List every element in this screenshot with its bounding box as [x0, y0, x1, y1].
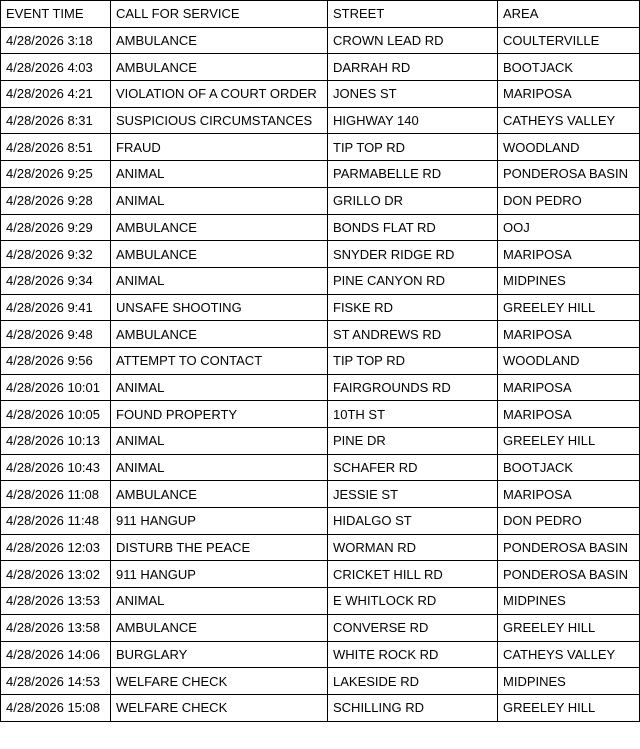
table-row [1, 54, 640, 81]
header-call-for-service: CALL FOR SERVICE [111, 1, 328, 28]
cell-event-time: 4/28/2026 9:41 [1, 294, 111, 321]
cell-event-time: 4/28/2026 12:03 [1, 534, 111, 561]
cell-call-for-service: WELFARE CHECK [111, 694, 328, 721]
cell-call-for-service: DISTURB THE PEACE [111, 534, 328, 561]
cell-area: DON PEDRO [498, 508, 640, 535]
cell-street: TIP TOP RD [328, 134, 498, 161]
table-row [1, 187, 640, 214]
header-row [1, 1, 640, 28]
table-row [1, 481, 640, 508]
cell-street: PINE DR [328, 428, 498, 455]
table-row [1, 588, 640, 615]
cell-street: JONES ST [328, 81, 498, 108]
cell-event-time: 4/28/2026 10:01 [1, 374, 111, 401]
cell-area: GREELEY HILL [498, 614, 640, 641]
cell-call-for-service: BURGLARY [111, 641, 328, 668]
table-body [1, 27, 640, 721]
cell-area: MARIPOSA [498, 374, 640, 401]
cell-call-for-service: 911 HANGUP [111, 561, 328, 588]
cell-call-for-service: ANIMAL [111, 161, 328, 188]
cell-street: 10TH ST [328, 401, 498, 428]
cell-event-time: 4/28/2026 13:02 [1, 561, 111, 588]
cell-call-for-service: AMBULANCE [111, 241, 328, 268]
cell-street: WORMAN RD [328, 534, 498, 561]
cell-event-time: 4/28/2026 11:48 [1, 508, 111, 535]
cell-call-for-service: ANIMAL [111, 588, 328, 615]
cell-area: BOOTJACK [498, 54, 640, 81]
cell-area: CATHEYS VALLEY [498, 641, 640, 668]
cell-area: OOJ [498, 214, 640, 241]
cell-call-for-service: 911 HANGUP [111, 508, 328, 535]
table-row [1, 321, 640, 348]
table-row [1, 668, 640, 695]
cell-call-for-service: AMBULANCE [111, 614, 328, 641]
table-row [1, 294, 640, 321]
cell-street: PARMABELLE RD [328, 161, 498, 188]
cell-event-time: 4/28/2026 10:05 [1, 401, 111, 428]
cell-street: TIP TOP RD [328, 347, 498, 374]
cell-area: MIDPINES [498, 588, 640, 615]
cell-event-time: 4/28/2026 10:43 [1, 454, 111, 481]
cell-event-time: 4/28/2026 3:18 [1, 27, 111, 54]
cell-call-for-service: UNSAFE SHOOTING [111, 294, 328, 321]
cell-street: PINE CANYON RD [328, 267, 498, 294]
cell-street: HIGHWAY 140 [328, 107, 498, 134]
cell-area: MARIPOSA [498, 81, 640, 108]
table-row [1, 214, 640, 241]
cell-call-for-service: ANIMAL [111, 267, 328, 294]
table-row [1, 641, 640, 668]
table-header [1, 1, 640, 28]
cell-area: MARIPOSA [498, 401, 640, 428]
cell-street: SCHAFER RD [328, 454, 498, 481]
cell-street: HIDALGO ST [328, 508, 498, 535]
cell-event-time: 4/28/2026 13:53 [1, 588, 111, 615]
cell-event-time: 4/28/2026 13:58 [1, 614, 111, 641]
cell-call-for-service: SUSPICIOUS CIRCUMSTANCES [111, 107, 328, 134]
table-row [1, 454, 640, 481]
cell-area: PONDEROSA BASIN [498, 161, 640, 188]
cell-street: JESSIE ST [328, 481, 498, 508]
cell-area: PONDEROSA BASIN [498, 534, 640, 561]
table-row [1, 107, 640, 134]
cell-area: MARIPOSA [498, 481, 640, 508]
table-row [1, 694, 640, 721]
cell-area: MARIPOSA [498, 321, 640, 348]
table-row [1, 347, 640, 374]
cell-street: ST ANDREWS RD [328, 321, 498, 348]
cell-event-time: 4/28/2026 9:32 [1, 241, 111, 268]
cell-call-for-service: FRAUD [111, 134, 328, 161]
table-row [1, 134, 640, 161]
header-area: AREA [498, 1, 640, 28]
cell-call-for-service: AMBULANCE [111, 54, 328, 81]
cell-area: CATHEYS VALLEY [498, 107, 640, 134]
cell-street: CROWN LEAD RD [328, 27, 498, 54]
cell-call-for-service: AMBULANCE [111, 214, 328, 241]
cell-street: CRICKET HILL RD [328, 561, 498, 588]
table-row [1, 374, 640, 401]
cell-call-for-service: FOUND PROPERTY [111, 401, 328, 428]
cell-event-time: 4/28/2026 4:21 [1, 81, 111, 108]
cell-area: WOODLAND [498, 134, 640, 161]
table-row [1, 428, 640, 455]
cell-street: GRILLO DR [328, 187, 498, 214]
cell-street: BONDS FLAT RD [328, 214, 498, 241]
cell-event-time: 4/28/2026 8:51 [1, 134, 111, 161]
cell-event-time: 4/28/2026 15:08 [1, 694, 111, 721]
cell-area: GREELEY HILL [498, 294, 640, 321]
cell-area: GREELEY HILL [498, 694, 640, 721]
cell-event-time: 4/28/2026 14:06 [1, 641, 111, 668]
header-street: STREET [328, 1, 498, 28]
cell-street: E WHITLOCK RD [328, 588, 498, 615]
header-event-time: EVENT TIME [1, 1, 111, 28]
cell-call-for-service: AMBULANCE [111, 321, 328, 348]
cell-event-time: 4/28/2026 4:03 [1, 54, 111, 81]
cell-call-for-service: ANIMAL [111, 374, 328, 401]
table-row [1, 161, 640, 188]
cell-event-time: 4/28/2026 9:48 [1, 321, 111, 348]
cell-street: SNYDER RIDGE RD [328, 241, 498, 268]
cell-event-time: 4/28/2026 11:08 [1, 481, 111, 508]
table-row [1, 401, 640, 428]
cell-event-time: 4/28/2026 9:56 [1, 347, 111, 374]
cell-call-for-service: ATTEMPT TO CONTACT [111, 347, 328, 374]
cell-call-for-service: ANIMAL [111, 454, 328, 481]
cell-street: FAIRGROUNDS RD [328, 374, 498, 401]
cell-call-for-service: VIOLATION OF A COURT ORDER [111, 81, 328, 108]
cell-event-time: 4/28/2026 8:31 [1, 107, 111, 134]
table-row [1, 561, 640, 588]
cell-street: CONVERSE RD [328, 614, 498, 641]
cell-event-time: 4/28/2026 9:34 [1, 267, 111, 294]
cell-area: BOOTJACK [498, 454, 640, 481]
cell-area: MIDPINES [498, 668, 640, 695]
cell-call-for-service: WELFARE CHECK [111, 668, 328, 695]
cell-area: MARIPOSA [498, 241, 640, 268]
table-row [1, 614, 640, 641]
cell-area: COULTERVILLE [498, 27, 640, 54]
cell-call-for-service: AMBULANCE [111, 27, 328, 54]
cell-call-for-service: AMBULANCE [111, 481, 328, 508]
cell-area: DON PEDRO [498, 187, 640, 214]
table-row [1, 81, 640, 108]
cell-street: LAKESIDE RD [328, 668, 498, 695]
cell-street: DARRAH RD [328, 54, 498, 81]
table-row [1, 267, 640, 294]
cell-area: WOODLAND [498, 347, 640, 374]
cell-event-time: 4/28/2026 14:53 [1, 668, 111, 695]
cell-call-for-service: ANIMAL [111, 187, 328, 214]
cell-call-for-service: ANIMAL [111, 428, 328, 455]
table-row [1, 241, 640, 268]
table-row [1, 27, 640, 54]
cell-street: FISKE RD [328, 294, 498, 321]
cell-area: GREELEY HILL [498, 428, 640, 455]
cell-event-time: 4/28/2026 9:25 [1, 161, 111, 188]
table-row [1, 508, 640, 535]
cell-street: WHITE ROCK RD [328, 641, 498, 668]
cell-event-time: 4/28/2026 9:28 [1, 187, 111, 214]
cell-event-time: 4/28/2026 10:13 [1, 428, 111, 455]
cell-street: SCHILLING RD [328, 694, 498, 721]
cell-event-time: 4/28/2026 9:29 [1, 214, 111, 241]
cell-area: PONDEROSA BASIN [498, 561, 640, 588]
cell-area: MIDPINES [498, 267, 640, 294]
table-row [1, 534, 640, 561]
